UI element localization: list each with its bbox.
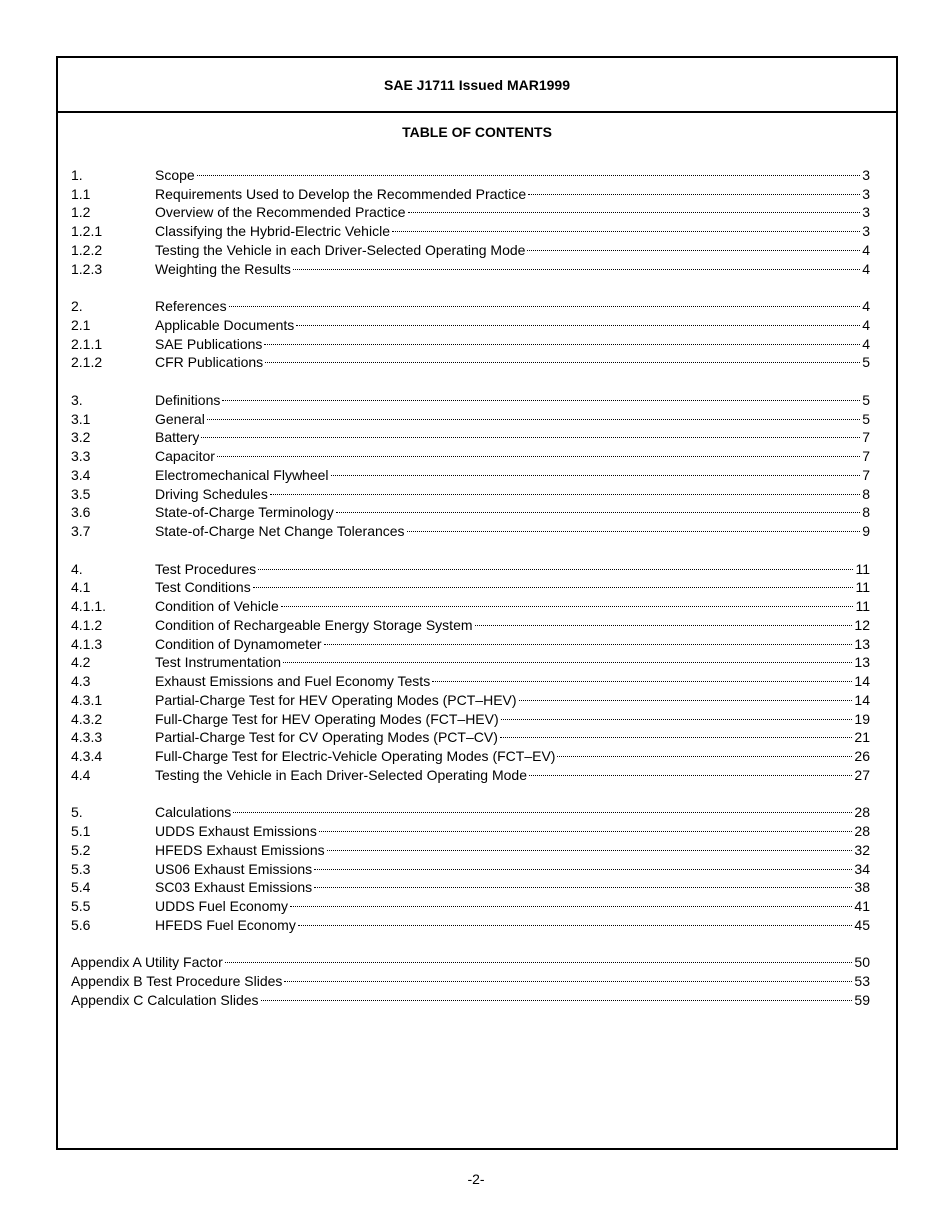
toc-entry-number: 5.6	[71, 916, 91, 933]
document-header	[58, 58, 896, 113]
toc-entry-title: Overview of the Recommended Practice	[155, 204, 406, 221]
toc-entry-page: 26	[854, 748, 870, 764]
toc-appendix-page: 50	[854, 954, 870, 971]
toc-entry-title: Exhaust Emissions and Fuel Economy Tests	[155, 673, 431, 689]
toc-entry-number: 1.2	[71, 204, 91, 221]
toc-entry-page: 34	[854, 860, 870, 877]
toc-entry-number: 4.3	[71, 673, 91, 689]
toc-entry-page: 11	[855, 579, 870, 596]
toc-entry-number: 4.4	[71, 766, 91, 783]
toc-entry-title: Scope	[155, 166, 195, 183]
toc-entry-number: 5.1	[71, 823, 91, 839]
toc-dot-leader	[195, 161, 862, 180]
toc-entry-title: Condition of Dynamometer	[155, 635, 322, 652]
toc-entry-number: 1.	[71, 166, 83, 183]
toc-dot-leader	[215, 442, 861, 461]
toc-entry-page: 38	[854, 879, 870, 896]
toc-entry-number: 4.2	[71, 654, 91, 671]
document-frame	[56, 56, 898, 1150]
toc-dot-leader	[527, 761, 853, 780]
toc-entry-page: 7	[862, 466, 870, 483]
toc-entry-title: Test Conditions	[155, 579, 251, 596]
toc-entry-title: Testing the Vehicle in Each Driver-Selected Operating Mode	[155, 766, 527, 783]
toc-entry-title: Full-Charge Test for HEV Operating Modes (FCT–HEV)	[155, 710, 499, 727]
toc-entry-page: 14	[854, 673, 870, 689]
toc-entry[interactable]	[71, 161, 870, 183]
toc-entry-page: 21	[854, 729, 870, 746]
toc-entry-title: Condition of Rechargeable Energy Storage System	[155, 616, 473, 633]
toc-dot-leader	[288, 892, 853, 911]
toc-entry-number: 1.2.3	[71, 260, 103, 277]
toc-entry-page: 13	[854, 654, 870, 671]
toc-entry-page: 4	[862, 298, 870, 314]
toc-entry-title: Full-Charge Test for Electric-Vehicle Operating Modes (FCT–EV)	[155, 748, 556, 764]
toc-section-group	[71, 386, 870, 539]
toc-entry[interactable]	[71, 555, 870, 577]
toc-entry-page: 41	[854, 898, 870, 914]
toc-entry-number: 1.2.1	[71, 223, 103, 239]
toc-dot-leader	[263, 349, 861, 368]
toc-entry-page: 5	[862, 391, 870, 408]
toc-entry-title: Driving Schedules	[155, 485, 268, 502]
toc-entry-page: 27	[854, 766, 870, 783]
toc-entry-number: 4.3.1	[71, 691, 103, 708]
toc-entry-title: SAE Publications	[155, 335, 263, 352]
toc-entry-title: Electromechanical Flywheel	[155, 466, 329, 483]
toc-entry-page: 14	[854, 691, 870, 708]
toc-entry-page: 28	[854, 823, 870, 839]
toc-dot-leader	[262, 330, 861, 349]
toc-entry-page: 3	[862, 204, 870, 221]
toc-entry-page: 4	[862, 241, 870, 258]
toc-section-group	[71, 292, 870, 371]
toc-entry-number: 5.5	[71, 898, 91, 914]
toc-entry-title: References	[155, 298, 227, 314]
toc-dot-leader	[405, 517, 862, 536]
toc-dot-leader	[312, 855, 853, 874]
toc-entry-page: 9	[862, 523, 870, 539]
toc-entry-page: 3	[862, 185, 870, 202]
toc-dot-leader	[312, 874, 853, 893]
toc-dot-leader	[325, 836, 854, 855]
toc-entry-page: 3	[862, 223, 870, 239]
toc-entry[interactable]	[71, 799, 870, 821]
toc-entry-page: 5	[862, 354, 870, 371]
toc-appendix-page: 59	[854, 991, 870, 1008]
toc-entry-title: Testing the Vehicle in each Driver-Selected Operating Mode	[155, 241, 526, 258]
toc-dot-leader	[291, 255, 861, 274]
toc-entry-title: Battery	[155, 429, 200, 446]
toc-entry-number: 3.7	[71, 523, 91, 539]
toc-entry-number: 5.2	[71, 841, 91, 858]
toc-entry-title: UDDS Fuel Economy	[155, 898, 289, 914]
toc-entry-title: Test Instrumentation	[155, 654, 282, 671]
toc-entry-page: 45	[854, 916, 870, 933]
toc-entry-number: 4.	[71, 560, 83, 577]
toc-entry-page: 4	[862, 335, 870, 352]
toc-dot-leader	[525, 236, 861, 255]
toc-entry-number: 3.5	[71, 485, 91, 502]
toc-entry-number: 3.3	[71, 448, 91, 464]
toc-entry-number: 3.6	[71, 504, 91, 521]
toc-entry-page: 4	[862, 316, 870, 333]
toc-dot-leader	[268, 480, 861, 499]
toc-entry-number: 3.4	[71, 466, 91, 483]
toc-entry[interactable]	[71, 386, 870, 408]
toc-dot-leader	[279, 592, 855, 611]
toc-entry-number: 5.3	[71, 860, 91, 877]
toc-entry-number: 2.	[71, 298, 83, 314]
toc-entry-title: Weighting the Results	[155, 260, 291, 277]
toc-entry-page: 32	[854, 841, 870, 858]
toc-appendix-page: 53	[854, 973, 870, 989]
toc-appendix-title: Appendix C Calculation Slides	[71, 991, 259, 1008]
toc-dot-leader	[499, 705, 854, 724]
toc-dot-leader	[473, 611, 854, 630]
toc-entry-number: 4.1.2	[71, 616, 103, 633]
toc-dot-leader	[199, 424, 861, 443]
toc-dot-leader	[231, 799, 853, 818]
toc-dot-leader	[251, 574, 855, 593]
toc-appendix-entry[interactable]	[71, 949, 870, 971]
toc-entry-title: General	[155, 410, 205, 427]
toc-entry-title: HFEDS Exhaust Emissions	[155, 841, 325, 858]
toc-dot-leader	[256, 555, 854, 574]
toc-entry-number: 1.1	[71, 185, 91, 202]
toc-dot-leader	[220, 386, 861, 405]
toc-entry-page: 11	[855, 560, 870, 577]
toc-entry-page: 7	[862, 429, 870, 446]
toc-dot-leader	[406, 199, 862, 218]
toc-entry[interactable]	[71, 292, 870, 314]
toc-entry-number: 2.1.2	[71, 354, 103, 371]
toc-dot-leader	[322, 630, 854, 649]
toc-dot-leader	[498, 724, 854, 743]
toc-entry-number: 1.2.2	[71, 241, 103, 258]
toc-entry-number: 3.	[71, 391, 83, 408]
toc-entry-title: Capacitor	[155, 448, 215, 464]
toc-entry-number: 5.	[71, 804, 83, 821]
toc-entry-title: Calculations	[155, 804, 232, 821]
toc-dot-leader	[390, 217, 861, 236]
toc-entry-number: 5.4	[71, 879, 91, 896]
toc-dot-leader	[430, 667, 853, 686]
toc-entry-page: 4	[862, 260, 870, 277]
toc-dot-leader	[317, 817, 854, 836]
toc-entry-title: Test Procedures	[155, 560, 257, 577]
toc-section-group	[71, 555, 870, 783]
page-number: -2-	[467, 1171, 485, 1187]
toc-dot-leader	[223, 949, 854, 968]
toc-dot-leader	[259, 986, 854, 1005]
toc-entry-number: 2.1.1	[71, 335, 103, 352]
toc-dot-leader	[517, 686, 854, 705]
toc-entry-title: State-of-Charge Terminology	[155, 504, 334, 521]
toc-entry-title: UDDS Exhaust Emissions	[155, 823, 317, 839]
toc-entry-title: Definitions	[155, 391, 221, 408]
toc-dot-leader	[294, 311, 861, 330]
toc-entry-page: 7	[862, 448, 870, 464]
toc-dot-leader	[334, 499, 861, 518]
toc-heading: TABLE OF CONTENTS	[402, 124, 552, 140]
toc-entry-title: State-of-Charge Net Change Tolerances	[155, 523, 405, 539]
toc-entry-page: 8	[862, 485, 870, 502]
toc-dot-leader	[227, 292, 862, 311]
toc-appendix-group	[71, 949, 870, 1008]
table-of-contents	[71, 161, 870, 1024]
toc-dot-leader	[555, 742, 853, 761]
toc-entry-page: 13	[854, 635, 870, 652]
toc-entry-title: Classifying the Hybrid-Electric Vehicle	[155, 223, 390, 239]
toc-entry-number: 4.3.2	[71, 710, 103, 727]
toc-appendix-title: Appendix A Utility Factor	[71, 954, 223, 971]
toc-entry-number: 4.3.3	[71, 729, 103, 746]
toc-entry-number: 4.1.3	[71, 635, 103, 652]
toc-entry-title: Applicable Documents	[155, 316, 295, 333]
toc-section-group	[71, 799, 870, 933]
toc-dot-leader	[296, 911, 854, 930]
toc-entry-page: 3	[862, 166, 870, 183]
toc-dot-leader	[282, 967, 853, 986]
toc-entry-number: 3.2	[71, 429, 91, 446]
toc-entry-title: CFR Publications	[155, 354, 264, 371]
toc-entry-page: 8	[862, 504, 870, 521]
toc-entry-title: Partial-Charge Test for CV Operating Modes (PCT–CV)	[155, 729, 498, 746]
toc-entry-page: 28	[854, 804, 870, 821]
toc-entry-title: HFEDS Fuel Economy	[155, 916, 296, 933]
toc-entry-page: 12	[854, 616, 870, 633]
document-title: SAE J1711 Issued MAR1999	[384, 77, 570, 93]
toc-appendix-title: Appendix B Test Procedure Slides	[71, 973, 283, 989]
toc-entry-number: 4.3.4	[71, 748, 103, 764]
toc-dot-leader	[329, 461, 862, 480]
toc-entry-number: 4.1.1.	[71, 598, 107, 614]
toc-dot-leader	[205, 405, 861, 424]
toc-entry-title: US06 Exhaust Emissions	[155, 860, 313, 877]
toc-dot-leader	[526, 180, 861, 199]
toc-entry-title: Partial-Charge Test for HEV Operating Modes (PCT–HEV)	[155, 691, 517, 708]
toc-entry-title: Requirements Used to Develop the Recommended Practice	[155, 185, 527, 202]
toc-entry-number: 2.1	[71, 316, 91, 333]
toc-dot-leader	[281, 649, 853, 668]
toc-entry-title: Condition of Vehicle	[155, 598, 279, 614]
toc-entry-page: 11	[855, 598, 870, 614]
toc-entry-title: SC03 Exhaust Emissions	[155, 879, 313, 896]
toc-entry-number: 3.1	[71, 410, 91, 427]
toc-entry-page: 19	[854, 710, 870, 727]
toc-entry-page: 5	[862, 410, 870, 427]
toc-entry-number: 4.1	[71, 579, 91, 596]
toc-section-group	[71, 161, 870, 277]
